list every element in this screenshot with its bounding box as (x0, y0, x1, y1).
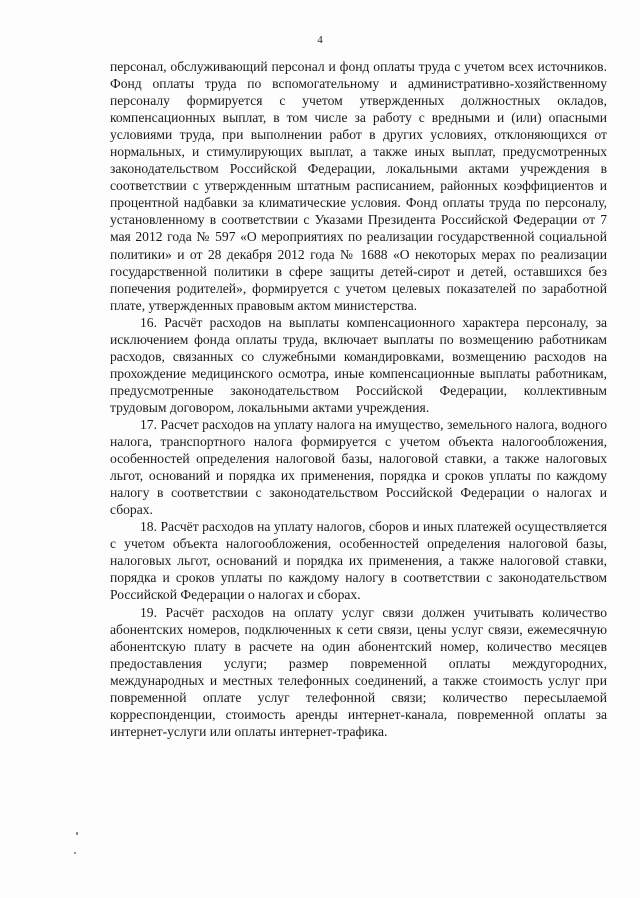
document-body (110, 58, 607, 740)
page-number: 4 (317, 34, 323, 46)
paragraph-19: 19. Расчёт расходов на оплату услуг связи должен учитывать количество абонентских номеров, подключенных к сети связи, цены услуг связи, ежемесячную абонентскую плату в расчете на один абонентский номер, количество месяцев предоставления услуги; размер повременной оплаты междугородних, международных и местных телефонных соединений, а также стоимость услуг при повременной оплате услуг телефонной связи; количество пересылаемой корреспонденции, стоимость аренды интернет-канала, повременной оплаты за интернет-услуги или оплаты интернет-трафика. (110, 604, 607, 739)
paragraph-17: 17. Расчет расходов на уплату налога на имущество, земельного налога, водного налога, транспортного налога формируется с учетом объекта налогообложения, особенностей определения налоговой базы, налоговой ставки, а также налоговых льгот, оснований и порядка их применения, порядка и сроков уплаты по каждому налогу в соответствии с законодательством Российской Федерации о налогах и сборах. (110, 416, 607, 518)
paragraph-continuation: персонал, обслуживающий персонал и фонд оплаты труда с учетом всех источников. Фонд оплаты труда по вспомогательному и административно-хозяйственному персоналу формируется с учетом утвержденных должностных окладов, компенсационных выплат, в том числе за работу с вредными и (или) опасными условиями труда, при выполнении работ в других условиях, отклоняющихся от нормальных, и стимулирующих выплат, а также иных выплат, предусмотренных законодательством Российской Федерации, локальными актами учреждения в соответствии с утвержденным штатным расписанием, районных коэффициентов и процентной надбавки за климатические условия. Фонд оплаты труда по персоналу, установленному в соответствии с Указами Президента Российской Федерации от 7 мая 2012 года № 597 «О мероприятиях по реализации государственной социальной политики» и от 28 декабря 2012 года № 1688 «О некоторых мерах по реализации государственной политики в сфере защиты детей-сирот и детей, оставшихся без попечения родителей», формируется с учетом целевых показателей по заработной плате, утвержденных правовым актом министерства. (110, 59, 607, 313)
scan-speck (74, 852, 76, 854)
paragraph-16: 16. Расчёт расходов на выплаты компенсационного характера персоналу, за исключением фонда оплаты труда, включает выплаты по возмещению работникам расходов, связанных со служебными командировками, возмещению расходов на прохождение медицинского осмотра, иные компенсационные выплаты работникам, предусмотренные законодательством Российской Федерации, коллективным трудовым договором, локальными актами учреждения. (110, 314, 607, 415)
scan-speck (76, 832, 78, 835)
paragraph-18: 18. Расчёт расходов на уплату налогов, сборов и иных платежей осуществляется с учетом объекта налогообложения, особенностей определения налоговой базы, налоговых льгот, оснований и порядка их применения, а также налоговой ставки, порядка и сроков уплаты по каждому налогу в соответствии с законодательством Российской Федерации о налогах и сборах. (110, 519, 607, 603)
